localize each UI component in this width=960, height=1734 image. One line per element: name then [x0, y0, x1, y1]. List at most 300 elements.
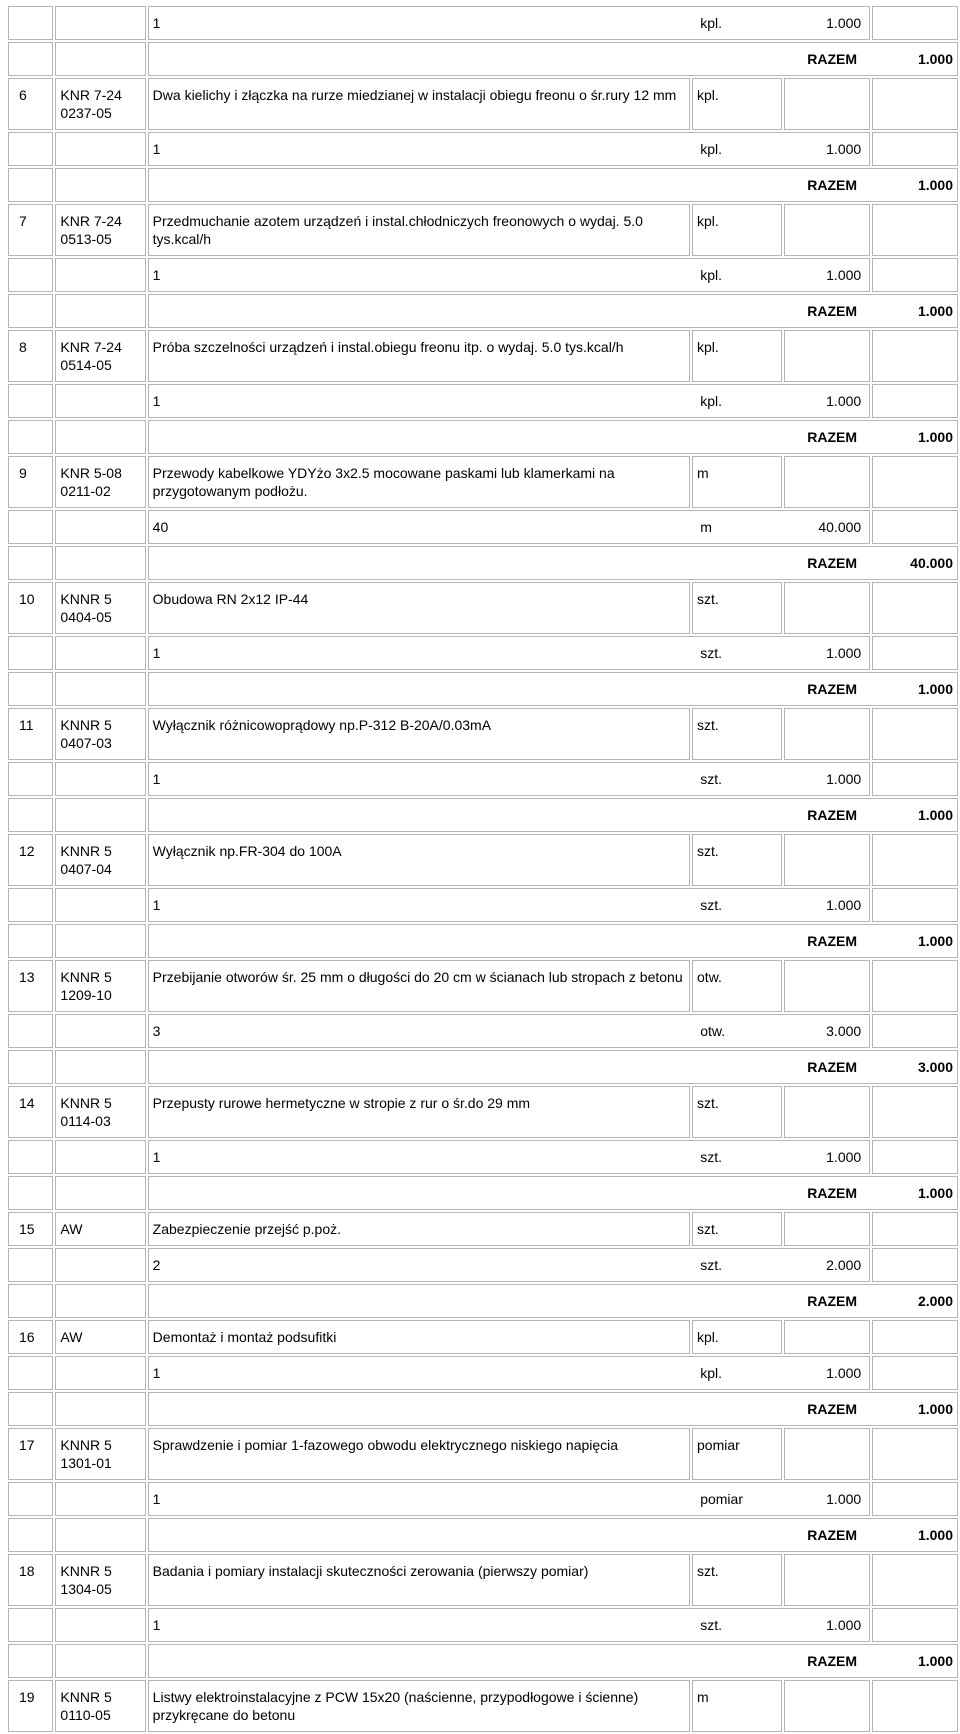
quantity-unit: pomiar — [700, 1491, 743, 1507]
razem-line — [153, 680, 953, 698]
empty-cell — [872, 636, 958, 670]
razem-label: RAZEM — [807, 1293, 857, 1309]
quantity-value: 1 — [152, 771, 161, 787]
empty-cell — [55, 1248, 145, 1282]
razem-value: 2.000 — [917, 1293, 953, 1309]
quantity-row — [8, 6, 958, 40]
razem-cell — [148, 924, 958, 958]
position-row — [8, 960, 958, 1012]
razem-cell — [148, 294, 958, 328]
quantity-value: 1 — [152, 1149, 161, 1165]
quantity-row — [8, 1140, 958, 1174]
empty-cell — [8, 258, 53, 292]
position-number: 17 — [8, 1428, 53, 1480]
empty-cell — [55, 762, 145, 796]
quantity-result: 1.000 — [826, 1149, 862, 1165]
razem-label: RAZEM — [807, 681, 857, 697]
quantity-unit: szt. — [700, 1257, 722, 1273]
quantity-row — [8, 1608, 958, 1642]
quantity-result: 1.000 — [826, 267, 862, 283]
empty-cell — [55, 798, 145, 832]
quantity-row — [8, 384, 958, 418]
razem-cell — [148, 1644, 958, 1678]
razem-cell — [148, 1050, 958, 1084]
unit: pomiar — [692, 1428, 782, 1480]
quantity-row — [8, 1356, 958, 1390]
razem-label: RAZEM — [807, 429, 857, 445]
quantity-line — [153, 392, 866, 410]
quantity-result: 1.000 — [826, 645, 862, 661]
empty-cell — [8, 546, 53, 580]
empty-cell — [872, 1086, 958, 1138]
norm-code: KNR 5-08 0211-02 — [55, 456, 145, 508]
quantity-value: 1 — [152, 267, 161, 283]
position-row — [8, 582, 958, 634]
empty-cell — [872, 1482, 958, 1516]
total-cell-empty — [872, 6, 958, 40]
empty-cell — [872, 456, 958, 508]
empty-cell — [872, 1356, 958, 1390]
razem-row — [8, 420, 958, 454]
empty-cell — [55, 1140, 145, 1174]
quantity-line — [153, 770, 866, 788]
quantity-cell — [148, 888, 871, 922]
no-cell-empty — [8, 42, 53, 76]
empty-cell — [784, 330, 870, 382]
norm-code: AW — [55, 1320, 145, 1354]
razem-value: 1.000 — [917, 933, 953, 949]
quantity-result: 1.000 — [826, 1491, 862, 1507]
empty-cell — [8, 1482, 53, 1516]
razem-row — [8, 546, 958, 580]
empty-cell — [8, 1014, 53, 1048]
quantity-value: 1 — [152, 1491, 161, 1507]
quantity-result: 1.000 — [826, 1365, 862, 1381]
empty-cell — [784, 456, 870, 508]
empty-cell — [8, 888, 53, 922]
empty-cell — [55, 888, 145, 922]
work-description: Przebijanie otworów śr. 25 mm o długości do 20 cm w ścianach lub stropach z betonu — [148, 960, 690, 1012]
empty-cell — [872, 582, 958, 634]
unit: szt. — [692, 1086, 782, 1138]
position-row — [8, 204, 958, 256]
quantity-line — [153, 1364, 866, 1382]
razem-cell — [148, 1176, 958, 1210]
empty-cell — [8, 132, 53, 166]
empty-cell — [8, 636, 53, 670]
empty-cell — [8, 1518, 53, 1552]
quantity-cell — [148, 1608, 871, 1642]
razem-value: 1.000 — [917, 429, 953, 445]
razem-cell — [148, 672, 958, 706]
position-row — [8, 708, 958, 760]
position-row — [8, 1212, 958, 1246]
razem-line — [153, 1184, 953, 1202]
empty-cell — [55, 510, 145, 544]
norm-code: KNNR 5 0114-03 — [55, 1086, 145, 1138]
no-cell-empty — [8, 6, 53, 40]
estimate-table — [6, 4, 960, 1734]
empty-cell — [784, 834, 870, 886]
position-number: 9 — [8, 456, 53, 508]
quantity-unit: kpl. — [700, 15, 722, 31]
empty-cell — [8, 420, 53, 454]
work-description: Demontaż i montaż podsufitki — [148, 1320, 690, 1354]
quantity-cell — [148, 1248, 871, 1282]
razem-cell — [148, 1284, 958, 1318]
unit: kpl. — [692, 204, 782, 256]
empty-cell — [872, 834, 958, 886]
norm-code: KNNR 5 1209-10 — [55, 960, 145, 1012]
quantity-line — [153, 1616, 866, 1634]
empty-cell — [872, 258, 958, 292]
empty-cell — [55, 924, 145, 958]
empty-cell — [872, 1014, 958, 1048]
razem-value: 1.000 — [917, 1401, 953, 1417]
razem-value: 1.000 — [917, 807, 953, 823]
work-description: Badania i pomiary instalacji skuteczności zerowania (pierwszy pomiar) — [148, 1554, 690, 1606]
empty-cell — [872, 1248, 958, 1282]
empty-cell — [8, 1644, 53, 1678]
unit: szt. — [692, 834, 782, 886]
quantity-value: 1 — [152, 141, 161, 157]
razem-line — [153, 428, 953, 446]
razem-label: RAZEM — [807, 555, 857, 571]
razem-line — [153, 1400, 953, 1418]
razem-cell — [148, 168, 958, 202]
empty-cell — [55, 1482, 145, 1516]
quantity-result: 1.000 — [826, 393, 862, 409]
razem-value: 40.000 — [910, 555, 953, 571]
empty-cell — [55, 1284, 145, 1318]
position-number: 12 — [8, 834, 53, 886]
empty-cell — [55, 546, 145, 580]
empty-cell — [872, 960, 958, 1012]
quantity-cell — [148, 6, 871, 40]
work-description: Przedmuchanie azotem urządzeń i instal.chłodniczych freonowych o wydaj. 5.0 tys.kcal/h — [148, 204, 690, 256]
position-number: 13 — [8, 960, 53, 1012]
quantity-cell — [148, 1014, 871, 1048]
razem-line — [153, 1058, 953, 1076]
norm-code: KNNR 5 0110-05 — [55, 1680, 145, 1732]
empty-cell — [872, 1428, 958, 1480]
razem-label: RAZEM — [807, 933, 857, 949]
quantity-cell — [148, 762, 871, 796]
empty-cell — [8, 168, 53, 202]
quantity-value: 40 — [152, 519, 169, 535]
razem-row — [8, 294, 958, 328]
razem-line — [153, 1292, 953, 1310]
razem-line — [153, 302, 953, 320]
quantity-value: 1 — [152, 15, 161, 31]
empty-cell — [872, 330, 958, 382]
quantity-unit: szt. — [700, 645, 722, 661]
quantity-row — [8, 1014, 958, 1048]
empty-cell — [784, 1428, 870, 1480]
empty-cell — [55, 1392, 145, 1426]
razem-row — [8, 924, 958, 958]
position-row — [8, 330, 958, 382]
quantity-line — [153, 1256, 866, 1274]
quantity-line — [153, 1490, 866, 1508]
quantity-cell — [148, 258, 871, 292]
position-row — [8, 1680, 958, 1732]
razem-value: 1.000 — [917, 1185, 953, 1201]
position-row — [8, 1320, 958, 1354]
norm-code: AW — [55, 1212, 145, 1246]
razem-label: RAZEM — [807, 177, 857, 193]
empty-cell — [8, 1392, 53, 1426]
position-number: 15 — [8, 1212, 53, 1246]
norm-code: KNR 7-24 0513-05 — [55, 204, 145, 256]
quantity-result: 3.000 — [826, 1023, 862, 1039]
empty-cell — [55, 672, 145, 706]
quantity-unit: m — [700, 519, 712, 535]
empty-cell — [8, 1356, 53, 1390]
quantity-row — [8, 762, 958, 796]
empty-cell — [55, 1176, 145, 1210]
razem-cell — [148, 798, 958, 832]
razem-label: RAZEM — [807, 1653, 857, 1669]
razem-value: 1.000 — [917, 177, 953, 193]
razem-value: 1.000 — [917, 303, 953, 319]
norm-code: KNR 7-24 0514-05 — [55, 330, 145, 382]
quantity-row — [8, 888, 958, 922]
quantity-line — [153, 1022, 866, 1040]
razem-row — [8, 798, 958, 832]
quantity-unit: szt. — [700, 771, 722, 787]
empty-cell — [872, 762, 958, 796]
quantity-value: 1 — [152, 393, 161, 409]
razem-line — [153, 806, 953, 824]
quantity-row — [8, 258, 958, 292]
razem-value: 1.000 — [917, 1527, 953, 1543]
empty-cell — [8, 294, 53, 328]
quantity-cell — [148, 1482, 871, 1516]
razem-cell — [148, 420, 958, 454]
empty-cell — [872, 1140, 958, 1174]
empty-cell — [55, 420, 145, 454]
quantity-unit: kpl. — [700, 267, 722, 283]
norm-code: KNR 7-24 0237-05 — [55, 78, 145, 130]
empty-cell — [872, 78, 958, 130]
work-description: Wyłącznik różnicowoprądowy np.P-312 B-20A/0.03mA — [148, 708, 690, 760]
empty-cell — [784, 1086, 870, 1138]
unit: otw. — [692, 960, 782, 1012]
empty-cell — [8, 510, 53, 544]
empty-cell — [8, 1608, 53, 1642]
razem-label: RAZEM — [807, 1527, 857, 1543]
empty-cell — [872, 132, 958, 166]
position-number: 11 — [8, 708, 53, 760]
unit: szt. — [692, 1554, 782, 1606]
empty-cell — [55, 1518, 145, 1552]
work-description: Sprawdzenie i pomiar 1-fazowego obwodu elektrycznego niskiego napięcia — [148, 1428, 690, 1480]
unit: kpl. — [692, 78, 782, 130]
quantity-cell — [148, 132, 871, 166]
unit: m — [692, 456, 782, 508]
norm-code: KNNR 5 0404-05 — [55, 582, 145, 634]
quantity-row — [8, 1248, 958, 1282]
razem-value: 1.000 — [917, 51, 953, 67]
empty-cell — [55, 1356, 145, 1390]
quantity-result: 1.000 — [826, 1617, 862, 1633]
unit: szt. — [692, 1212, 782, 1246]
position-row — [8, 456, 958, 508]
work-description: Przewody kabelkowe YDYżo 3x2.5 mocowane paskami lub klamerkami na przygotowanym podłożu. — [148, 456, 690, 508]
empty-cell — [872, 1554, 958, 1606]
empty-cell — [55, 384, 145, 418]
position-row — [8, 1554, 958, 1606]
razem-row — [8, 1392, 958, 1426]
razem-row — [8, 1284, 958, 1318]
empty-cell — [872, 1320, 958, 1354]
quantity-result: 40.000 — [818, 519, 862, 535]
position-row — [8, 834, 958, 886]
quantity-unit: szt. — [700, 1149, 722, 1165]
quantity-result: 1.000 — [826, 897, 862, 913]
quantity-unit: kpl. — [700, 393, 722, 409]
quantity-value: 1 — [152, 1365, 161, 1381]
position-number: 10 — [8, 582, 53, 634]
razem-value: 3.000 — [917, 1059, 953, 1075]
position-number: 6 — [8, 78, 53, 130]
position-number: 18 — [8, 1554, 53, 1606]
razem-line — [153, 932, 953, 950]
norm-code: KNNR 5 0407-04 — [55, 834, 145, 886]
empty-cell — [872, 888, 958, 922]
quantity-line — [153, 140, 866, 158]
norm-code: KNNR 5 0407-03 — [55, 708, 145, 760]
razem-line — [153, 1652, 953, 1670]
work-description: Przepusty rurowe hermetyczne w stropie z rur o śr.do 29 mm — [148, 1086, 690, 1138]
quantity-value: 2 — [152, 1257, 161, 1273]
quantity-value: 3 — [152, 1023, 161, 1039]
quantity-row — [8, 132, 958, 166]
razem-line — [153, 1526, 953, 1544]
empty-cell — [872, 384, 958, 418]
razem-row — [8, 1644, 958, 1678]
empty-cell — [784, 1212, 870, 1246]
razem-row — [8, 1176, 958, 1210]
razem-label: RAZEM — [807, 807, 857, 823]
empty-cell — [872, 1608, 958, 1642]
razem-row — [8, 168, 958, 202]
empty-cell — [55, 258, 145, 292]
empty-cell — [8, 924, 53, 958]
empty-cell — [784, 1680, 870, 1732]
quantity-result: 2.000 — [826, 1257, 862, 1273]
razem-line — [153, 176, 953, 194]
work-description: Wyłącznik np.FR-304 do 100A — [148, 834, 690, 886]
empty-cell — [784, 204, 870, 256]
empty-cell — [8, 1176, 53, 1210]
razem-label: RAZEM — [807, 1185, 857, 1201]
empty-cell — [55, 1050, 145, 1084]
norm-code: KNNR 5 1301-01 — [55, 1428, 145, 1480]
empty-cell — [784, 960, 870, 1012]
razem-row — [8, 672, 958, 706]
quantity-unit: szt. — [700, 1617, 722, 1633]
empty-cell — [55, 1644, 145, 1678]
quantity-row — [8, 636, 958, 670]
estimate-table-body — [8, 6, 958, 1732]
quantity-unit: szt. — [700, 897, 722, 913]
work-description: Obudowa RN 2x12 IP-44 — [148, 582, 690, 634]
razem-cell — [148, 1392, 958, 1426]
razem-value: 1.000 — [917, 681, 953, 697]
quantity-cell — [148, 1140, 871, 1174]
quantity-line — [153, 1148, 866, 1166]
empty-cell — [872, 1680, 958, 1732]
quantity-cell — [148, 1356, 871, 1390]
empty-cell — [8, 1248, 53, 1282]
quantity-result: 1.000 — [826, 141, 862, 157]
quantity-unit: kpl. — [700, 1365, 722, 1381]
razem-cell — [148, 546, 958, 580]
work-description: Dwa kielichy i złączka na rurze miedzianej w instalacji obiegu freonu o śr.rury 12 mm — [148, 78, 690, 130]
quantity-unit: kpl. — [700, 141, 722, 157]
empty-cell — [55, 636, 145, 670]
position-number: 19 — [8, 1680, 53, 1732]
razem-label: RAZEM — [807, 1401, 857, 1417]
empty-cell — [784, 78, 870, 130]
empty-cell — [8, 798, 53, 832]
work-description: Listwy elektroinstalacyjne z PCW 15x20 (naścienne, przypodłogowe i ścienne) przykręcane do betonu — [148, 1680, 690, 1732]
unit: szt. — [692, 708, 782, 760]
unit: kpl. — [692, 1320, 782, 1354]
empty-cell — [8, 384, 53, 418]
position-row — [8, 1428, 958, 1480]
empty-cell — [784, 708, 870, 760]
empty-cell — [872, 1212, 958, 1246]
quantity-value: 1 — [152, 645, 161, 661]
empty-cell — [8, 762, 53, 796]
razem-row — [8, 1518, 958, 1552]
code-cell-empty — [55, 6, 145, 40]
norm-code: KNNR 5 1304-05 — [55, 1554, 145, 1606]
empty-cell — [55, 1608, 145, 1642]
position-number: 14 — [8, 1086, 53, 1138]
quantity-row — [8, 510, 958, 544]
position-number: 8 — [8, 330, 53, 382]
razem-row — [8, 1050, 958, 1084]
empty-cell — [55, 294, 145, 328]
empty-cell — [8, 1140, 53, 1174]
empty-cell — [784, 582, 870, 634]
quantity-result: 1.000 — [826, 771, 862, 787]
work-description: Próba szczelności urządzeń i instal.obiegu freonu itp. o wydaj. 5.0 tys.kcal/h — [148, 330, 690, 382]
quantity-cell — [148, 510, 871, 544]
quantity-line — [153, 644, 866, 662]
empty-cell — [55, 168, 145, 202]
quantity-line — [153, 896, 866, 914]
razem-label: RAZEM — [807, 51, 857, 67]
quantity-unit: otw. — [700, 1023, 726, 1039]
unit: m — [692, 1680, 782, 1732]
quantity-value: 1 — [152, 897, 161, 913]
quantity-line — [153, 266, 866, 284]
empty-cell — [8, 1284, 53, 1318]
position-number: 7 — [8, 204, 53, 256]
empty-cell — [872, 510, 958, 544]
quantity-line — [153, 518, 866, 536]
empty-cell — [872, 708, 958, 760]
unit: kpl. — [692, 330, 782, 382]
quantity-cell — [148, 384, 871, 418]
unit: szt. — [692, 582, 782, 634]
razem-line — [153, 554, 953, 572]
